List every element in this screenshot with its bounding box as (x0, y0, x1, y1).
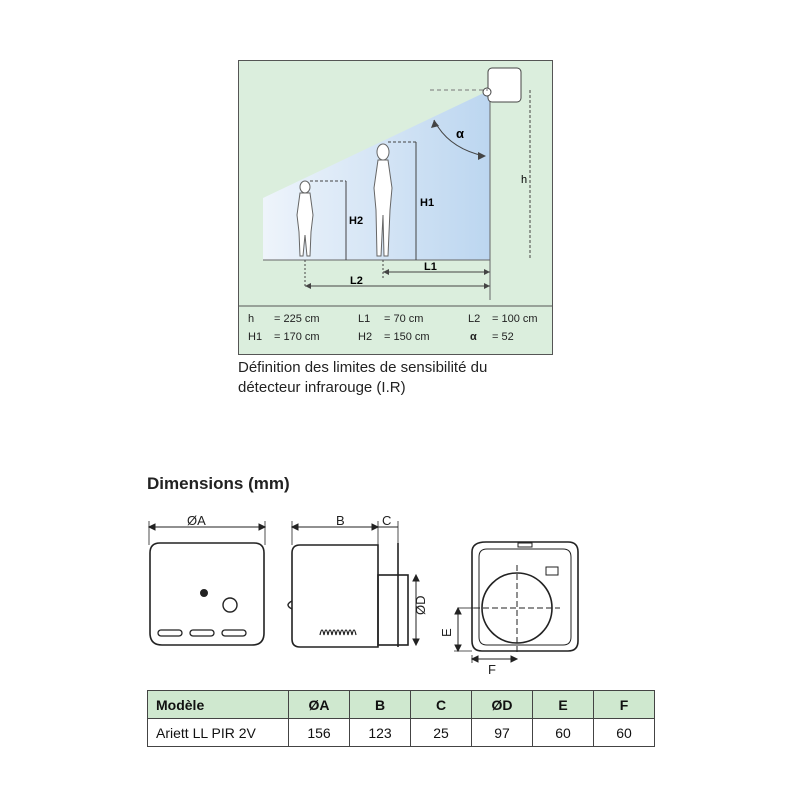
dimension-drawings (140, 505, 600, 680)
table-cell: 97 (472, 719, 533, 747)
dim-f-label: F (488, 662, 496, 677)
alpha-label: α (456, 126, 464, 141)
table-header-cell: F (594, 691, 655, 719)
table-header-cell: ØD (472, 691, 533, 719)
front-view-drawing (149, 521, 265, 645)
ir-sensitivity-diagram (238, 60, 553, 355)
table-cell: 25 (411, 719, 472, 747)
dim-d-label: ØD (413, 595, 428, 615)
dim-a-label: ØA (187, 513, 206, 528)
dim-c-label: C (382, 513, 392, 528)
table-cell: 60 (533, 719, 594, 747)
dim-b-label: B (336, 513, 345, 528)
table-header-cell: B (350, 691, 411, 719)
value-label: L2 (468, 313, 481, 325)
value-label: H1 (248, 331, 263, 343)
h2-label: H2 (349, 215, 364, 227)
value-label: h (248, 313, 255, 325)
table-cell: 123 (350, 719, 411, 747)
dim-e-label: E (439, 628, 454, 637)
back-view-drawing (454, 542, 578, 663)
value-label: α (470, 331, 477, 343)
table-header-cell: Modèle (148, 691, 289, 719)
value-text: = 150 cm (384, 331, 430, 343)
value-label: L1 (358, 313, 371, 325)
value-text: = 225 cm (274, 313, 320, 325)
caption-line: Définition des limites de sensibilité du (238, 359, 488, 376)
table-cell: 60 (594, 719, 655, 747)
value-label: H2 (358, 331, 373, 343)
table-row (148, 719, 655, 747)
value-text: = 70 cm (384, 313, 424, 325)
table-header-row (148, 691, 655, 719)
h-label: h (521, 174, 528, 186)
table-header-cell: C (411, 691, 472, 719)
table-header-cell: ØA (289, 691, 350, 719)
table-header-cell: E (533, 691, 594, 719)
table-cell: 156 (289, 719, 350, 747)
value-text: = 52 (492, 331, 514, 343)
h1-label: H1 (420, 197, 435, 209)
caption-line: détecteur infrarouge (I.R) (238, 379, 406, 396)
value-text: = 100 cm (492, 313, 538, 325)
side-view-drawing (288, 521, 419, 647)
diagram-caption (238, 358, 487, 398)
sensor-unit-icon (483, 68, 521, 102)
dimensions-title: Dimensions (mm) (147, 474, 290, 493)
dimensions-table (147, 690, 655, 747)
value-text: = 170 cm (274, 331, 320, 343)
table-cell: Ariett LL PIR 2V (148, 719, 289, 747)
l1-label: L1 (424, 261, 437, 273)
l2-label: L2 (350, 275, 363, 287)
